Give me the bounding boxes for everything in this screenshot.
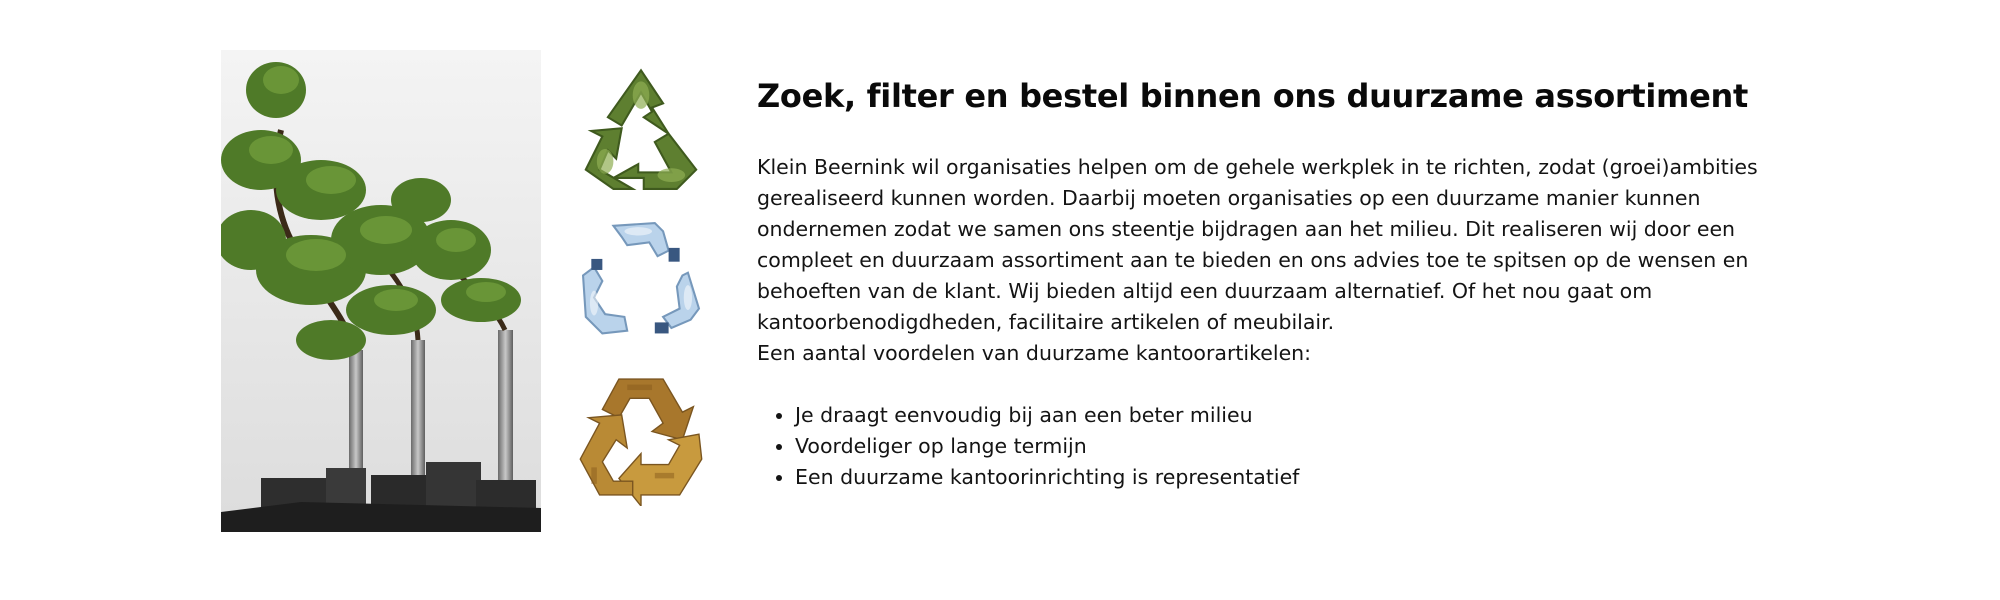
- intro-paragraph: [757, 152, 1767, 369]
- section-heading: Zoek, filter en bestel binnen ons duurzame assortiment: [757, 77, 1748, 115]
- article-content: [757, 68, 1767, 493]
- benefit-item: • Je draagt eenvoudig bij aan een beter milieu: [795, 400, 1767, 431]
- intro-line: gerealiseerd kunnen worden. Daarbij moeten organisaties op een duurzame manier kunnen: [757, 186, 1701, 210]
- intro-line: kantoorbenodigdheden, facilitaire artikelen of meubilair.: [757, 310, 1335, 334]
- recycle-leaves-icon: [572, 62, 710, 200]
- intro-line: compleet en duurzaam assortiment aan te bieden en ons advies toe te spitsen op de wensen en: [757, 248, 1749, 272]
- intro-line: behoeften van de klant. Wij bieden altijd een duurzaam alternatief. Of het nou gaat om: [757, 279, 1653, 303]
- benefit-item: • Voordeliger op lange termijn: [795, 431, 1767, 462]
- recycle-cardboard-icon: [572, 368, 710, 506]
- smokestacks-trees-photo: [221, 50, 541, 532]
- benefits-list: [757, 400, 1767, 493]
- benefits-intro-line: Een aantal voordelen van duurzame kantoorartikelen:: [757, 341, 1312, 365]
- benefit-item: • Een duurzame kantoorinrichting is representatief: [795, 462, 1767, 493]
- intro-line: ondernemen zodat we samen ons steentje bijdragen aan het milieu. Dit realiseren wij door een: [757, 217, 1736, 241]
- recycle-plastic-bottles-icon: [572, 212, 710, 350]
- intro-line: Klein Beernink wil organisaties helpen om de gehele werkplek in te richten, zodat (groei)ambities: [757, 155, 1758, 179]
